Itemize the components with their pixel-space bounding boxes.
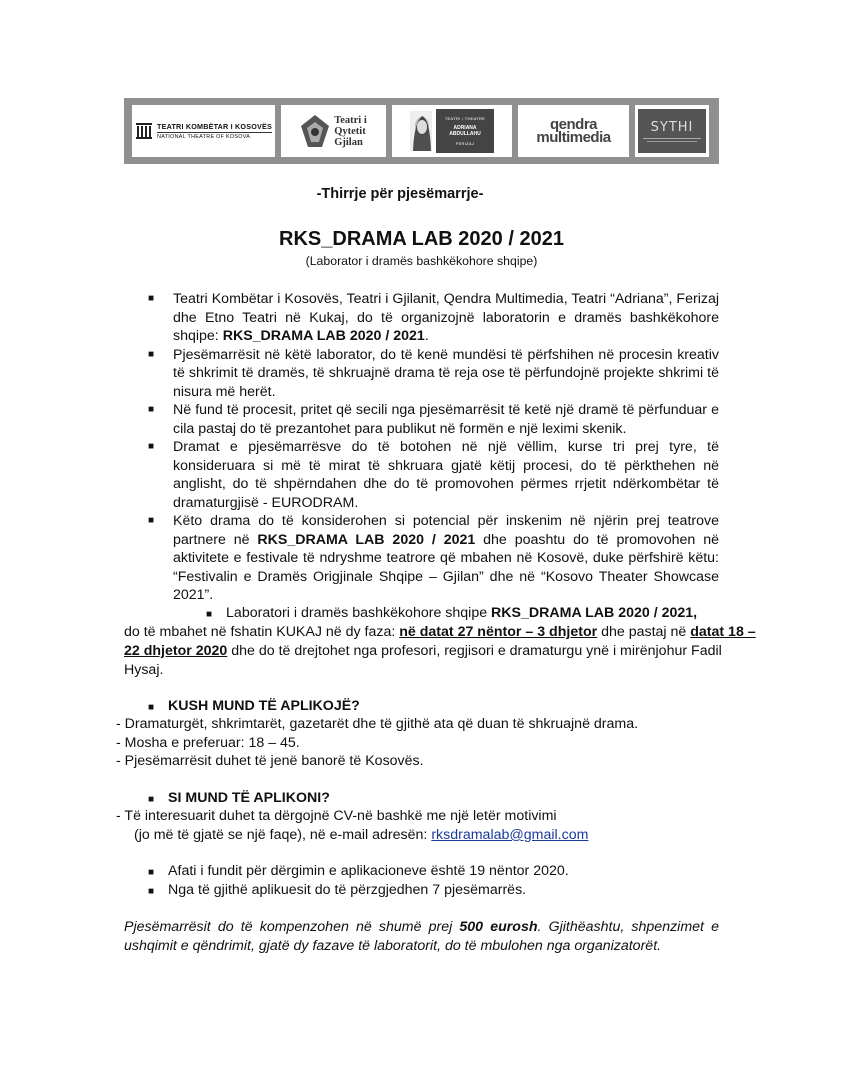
adriana-portrait-icon <box>410 111 432 151</box>
bullet-text: Dramat e pjesëmarrësve do të botohen në një vëllim, kurse tri prej tyre, të konsideruara si më të mirat të shkruara gjatë këtij procesi, do të përkthehen në anglisht, do të shpërndahen dhe do të promovohen përmes rrjetit ndërkombëtar të dramaturgjisë - EURODRAM. <box>173 439 719 511</box>
adriana-logo-top: TEATRI / THEATRE <box>444 116 486 121</box>
list-item <box>148 512 719 605</box>
national-theatre-logo-title: TEATRI KOMBËTAR I KOSOVËS <box>157 122 272 131</box>
bullet-text: Këto drama do të konsiderohen si potencial për inskenim në njërin prej teatrove partnere në RKS_DRAMA LAB 2020 / 2021 dhe poashtu do të promovohen në aktivitete e festivale të ndryshme teatrore që mbahen në Kosovë, duke përfshirë këtu: “Festivalin e Dramës Origjinale Shqipe – Gjilan” dhe në “Kosovo Theater Showcase 2021”. <box>173 513 719 603</box>
adriana-logo-bottom: FERIZAJ <box>455 141 475 146</box>
selection-note: ■ Nga të gjithë aplikuesit do të përzgjedhen 7 pjesëmarrës. <box>148 882 527 898</box>
bullet-text: Pjesëmarrësit në këtë laborator, do të kenë mundësi të përfshihen në procesin kreativ të shkrimit të dramës, të shkruajnë drama të reja ose të përfundojnë projekte shkrimi të nisura më herët. <box>173 346 719 400</box>
document-title: RKS_DRAMA LAB 2020 / 2021 <box>279 228 564 250</box>
adriana-theatre-logo <box>392 105 512 157</box>
square-bullet-icon: ■ <box>148 702 155 713</box>
bullet-text: Teatri Kombëtar i Kosovës, Teatri i Gjilanit, Qendra Multimedia, Teatri “Adriana”, Ferizaj dhe Etno Teatri në Kukaj, do të organizojnë laboratorin e dramës bashkëkohore shqipe: RKS_DRAMA LAB 2020 / 2021. <box>173 291 719 344</box>
qendra-logo-line2: multimedia <box>536 129 611 146</box>
square-bullet-icon: ■ <box>148 867 155 878</box>
intro-bullet-list <box>148 290 719 605</box>
who-heading: ■ KUSH MUND TË APLIKOJË? <box>148 698 360 714</box>
who-item: - Pjesëmarrësit duhet të jenë banorë të Kosovës. <box>116 753 424 769</box>
square-bullet-icon: ■ <box>148 348 155 360</box>
national-theatre-logo-subtitle: NATIONAL THEATRE OF KOSOVA <box>157 134 251 140</box>
sythi-logo-rule-2 <box>647 141 697 142</box>
square-bullet-icon: ■ <box>148 441 155 452</box>
gjilan-logo-line1: Teatri i <box>334 114 367 126</box>
list-item <box>148 290 719 346</box>
sythi-logo-text: SYTHI <box>650 120 694 135</box>
gjilan-emblem-icon <box>300 114 330 148</box>
how-heading: ■ SI MUND TË APLIKONI? <box>148 790 330 806</box>
call-heading: -Thirrje për pjesëmarrje- <box>316 186 484 202</box>
qendra-multimedia-logo <box>518 105 629 157</box>
who-item: - Mosha e preferuar: 18 – 45. <box>116 735 300 751</box>
square-bullet-icon: ■ <box>148 794 155 805</box>
list-item <box>148 438 719 512</box>
bullet-text: Në fund të procesit, pritet që secili nga pjesëmarrësit të ketë një dramë të përfunduar e cila pastaj do të prezantohet para publikut në formën e një leximi skenik. <box>173 402 719 437</box>
gjilan-logo-line3: Gjilan <box>334 136 363 148</box>
square-bullet-icon: ■ <box>148 404 155 415</box>
how-line-1: - Të interesuarit duhet ta dërgojnë CV-në bashkë me një letër motivimi <box>116 808 557 824</box>
square-bullet-icon: ■ <box>206 609 213 620</box>
sythi-logo <box>635 105 709 157</box>
adriana-logo-name2: ABDULLAHU <box>449 131 481 137</box>
partner-logos-banner <box>124 98 719 164</box>
gjilan-logo-line2: Qytetit <box>334 125 366 137</box>
adriana-logo-name1: ADRIANA <box>453 125 477 131</box>
lab-line-3: 22 dhjetor 2020 dhe do të drejtohet nga profesori, regjisori e dramaturgu ynë i mirënjohur Fadil <box>124 643 722 659</box>
lab-line-2: do të mbahet në fshatin KUKAJ në dy faza: në datat 27 nëntor – 3 dhjetor dhe pastaj në datat 18 – <box>124 624 756 640</box>
sythi-logo-rule <box>643 138 701 139</box>
how-line-2: (jo më të gjatë se një faqe), në e-mail adresën: rksdramalab@gmail.com <box>134 827 589 843</box>
national-theatre-logo <box>132 105 275 157</box>
deadline-note: ■ Afati i fundit për dërgimin e aplikacioneve është 19 nëntor 2020. <box>148 863 569 879</box>
qendra-logo-line1: qendra <box>549 116 597 133</box>
document-subtitle: (Laborator i dramës bashkëkohore shqipe) <box>305 254 538 268</box>
square-bullet-icon: ■ <box>148 515 155 526</box>
compensation-paragraph: Pjesëmarrësit do të kompenzohen në shumë prej 500 eurosh. Gjithëashtu, shpenzimet e ushqimit e qëndrimit, gjatë dy fazave të laboratorit, do të mbulohen nga organizatorët. <box>124 919 719 954</box>
list-item <box>148 346 719 402</box>
list-item <box>148 401 719 438</box>
columns-icon <box>135 122 153 140</box>
email-link[interactable]: rksdramalab@gmail.com <box>431 827 589 843</box>
gjilan-theatre-logo <box>281 105 386 157</box>
square-bullet-icon: ■ <box>148 886 155 897</box>
square-bullet-icon: ■ <box>148 293 155 304</box>
lab-line-1: ■ Laboratori i dramës bashkëkohore shqipe RKS_DRAMA LAB 2020 / 2021, <box>206 605 698 621</box>
who-item: - Dramaturgët, shkrimtarët, gazetarët dhe të gjithë ata që duan të shkruajnë drama. <box>116 716 639 732</box>
lab-line-4: Hysaj. <box>124 662 164 678</box>
adriana-logo-card <box>436 109 494 153</box>
